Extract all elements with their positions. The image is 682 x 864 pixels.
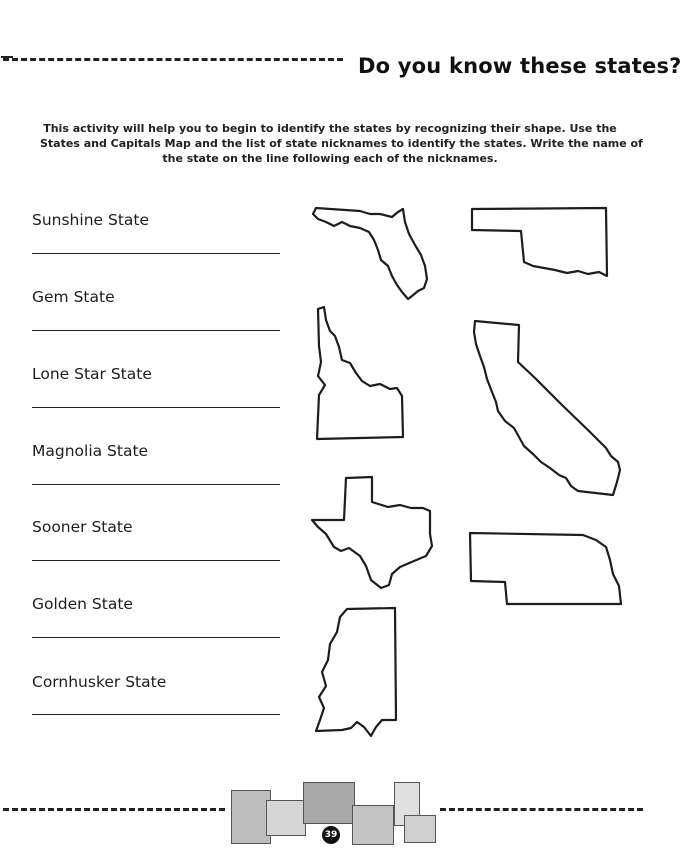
page-number: 39	[322, 826, 340, 844]
idaho-outline	[317, 307, 403, 439]
oklahoma-outline	[472, 208, 607, 276]
nebraska-outline	[470, 533, 621, 604]
nickname-label-golden: Golden State	[32, 595, 133, 613]
nickname-label-magnolia: Magnolia State	[32, 442, 149, 460]
florida-outline	[313, 208, 427, 299]
footer-illustration-tile	[231, 790, 271, 844]
page-title: Do you know these states?	[358, 54, 682, 78]
instructions-line: the state on the line following each of the nicknames.	[162, 152, 498, 165]
nickname-label-sooner: Sooner State	[32, 518, 133, 536]
nickname-label-cornhusker: Cornhusker State	[32, 673, 167, 691]
footer-illustration-tile	[303, 782, 355, 824]
footer-illustration-tile	[352, 805, 394, 845]
nickname-label-sunshine: Sunshine State	[32, 211, 150, 229]
footer-illustration-tile	[404, 815, 436, 843]
instructions-line: States and Capitals Map and the list of state nicknames to identify the states. Write the name of	[40, 137, 643, 150]
california-outline	[474, 321, 620, 495]
footer-dashed-rule-left	[3, 808, 225, 811]
nickname-label-gem: Gem State	[32, 288, 115, 306]
nickname-label-lone-star: Lone Star State	[32, 365, 152, 383]
footer-dashed-rule-right	[440, 808, 643, 811]
mississippi-outline	[316, 608, 396, 736]
footer-illustration-tile	[266, 800, 306, 836]
instructions-line: This activity will help you to begin to identify the states by recognizing their shape. Use the	[43, 122, 617, 135]
texas-outline	[312, 477, 432, 588]
